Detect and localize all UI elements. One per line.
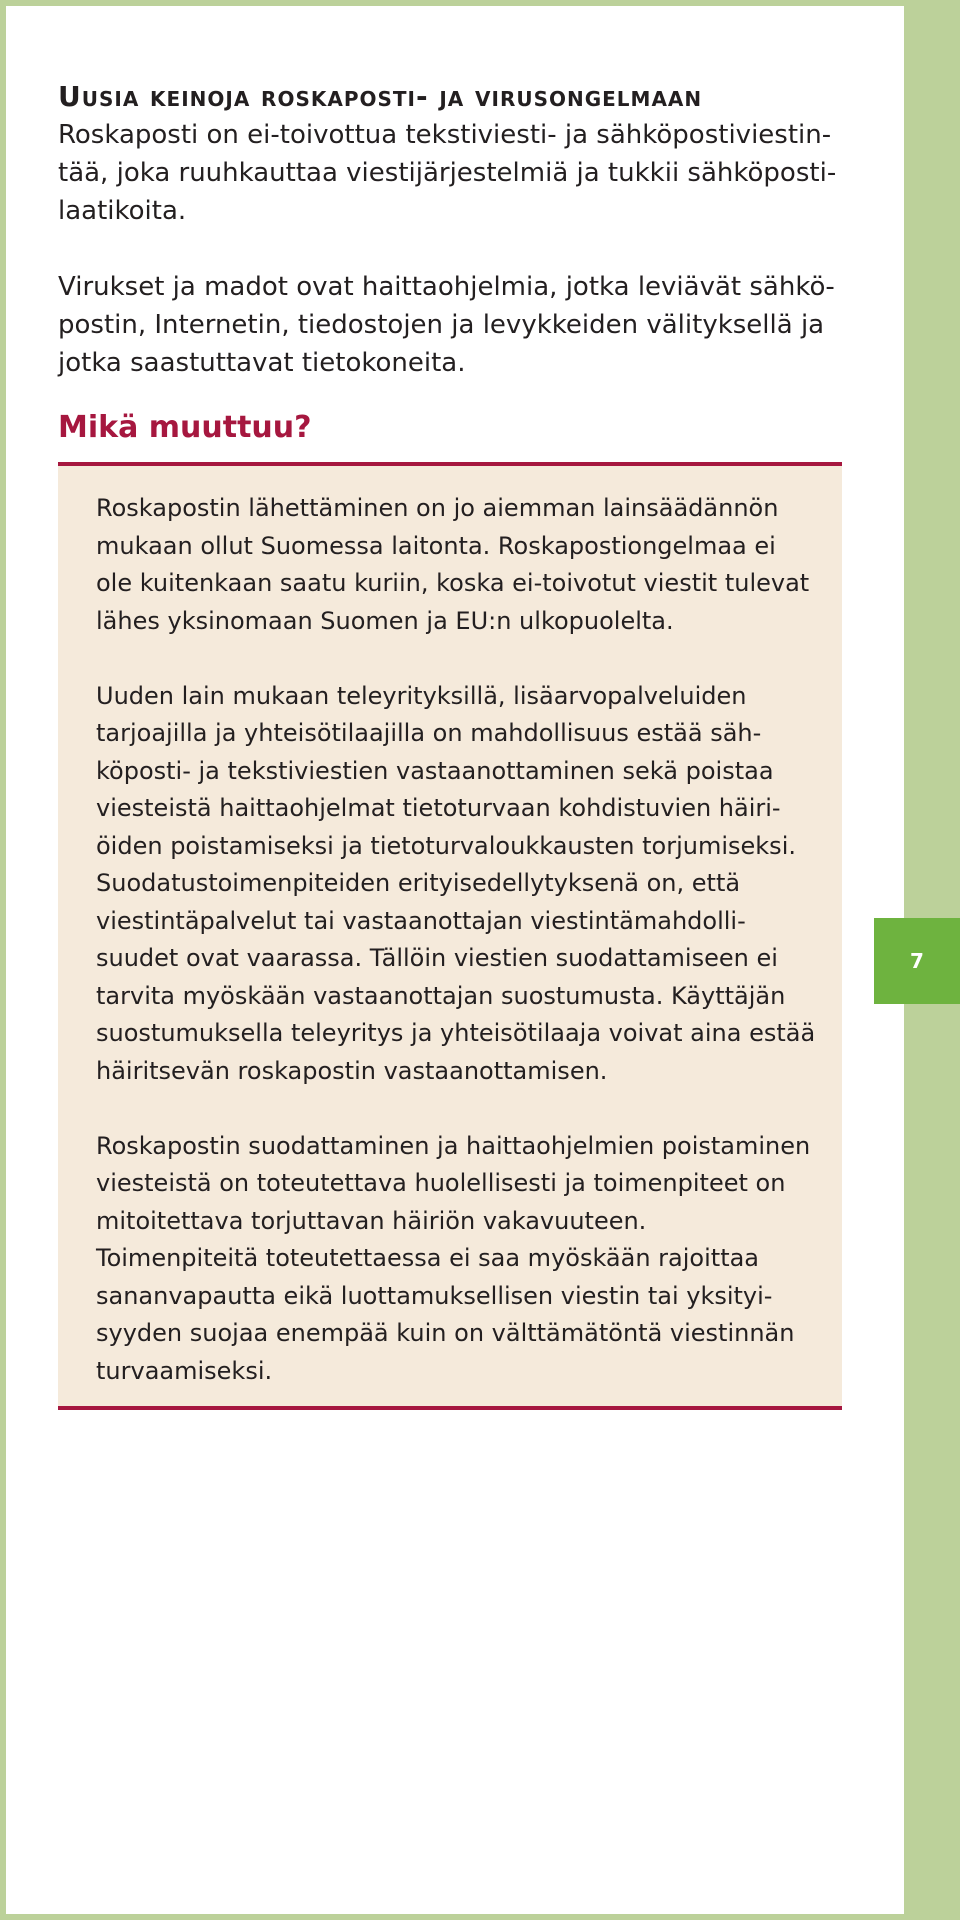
box-bottom-rule — [58, 1406, 842, 1410]
intro-section — [58, 78, 838, 382]
intro-paragraph-1: Roskaposti on ei-toivottua tekstiviesti- ja sähköpostiviestintää, joka ruuhkauttaa viestijärjestelmiä ja tukkii sähköpostilaatikoita. — [58, 120, 837, 226]
box-paragraph-1: Roskapostin lähettäminen on jo aiemman lainsäädännön mukaan ollut Suomessa laitonta. Roskapostiongelmaa ei ole kuitenkaan saatu kuriin, koska ei-toivotut viestit tulevat lähes yksinomaan Suomen ja EU:n ulkopuolelta. — [96, 494, 810, 635]
section-heading: Mikä muuttuu? — [58, 410, 312, 445]
box-paragraph-2: Uuden lain mukaan teleyrityksillä, lisäarvopalveluiden tarjoajilla ja yhteisötilaajilla on mahdollisuus estää sähköposti- ja tekstiviestien vastaanottaminen sekä poistaa viesteistä haittaohjelmat tietoturvaan kohdistuvien häiriöiden poistamiseksi ja tietoturvaloukkausten torjumiseksi. Suodatustoimenpiteiden erityisedellytyksenä on, että viestintäpalvelut tai vastaanottajan viestintämahdollisuudet ovat vaarassa. Tällöin viestien suodattamiseen ei tarvita myöskään vastaanottajan suostumusta. Käyttäjän suostumuksella teleyritys ja yhteisötilaaja voivat aina estää häiritsevän roskapostin vastaanottamisen. — [96, 681, 816, 1085]
page-number: 7 — [910, 949, 924, 973]
intro-paragraph-2: Virukset ja madot ovat haittaohjelmia, jotka leviävät sähköpostin, Internetin, tiedostojen ja levykkeiden välityksellä ja jotka saastuttavat tietokoneita. — [58, 272, 835, 378]
intro-heading: Uusia keinoja roskaposti- ja virusongelmaan — [58, 80, 703, 113]
info-box-text — [96, 490, 816, 1390]
page-number-tab — [874, 918, 960, 1004]
box-paragraph-3: Roskapostin suodattaminen ja haittaohjelmien poistaminen viesteistä on toteutettava huolellisesti ja toimenpiteet on mitoitettava torjuttavan häiriön vakavuuteen. Toimenpiteitä toteutettaessa ei saa myöskään rajoittaa sananvapautta eikä luottamuksellisen viestin tai yksityisyyden suojaa enempää kuin on välttämätöntä viestinnän turvaamiseksi. — [96, 1131, 811, 1385]
